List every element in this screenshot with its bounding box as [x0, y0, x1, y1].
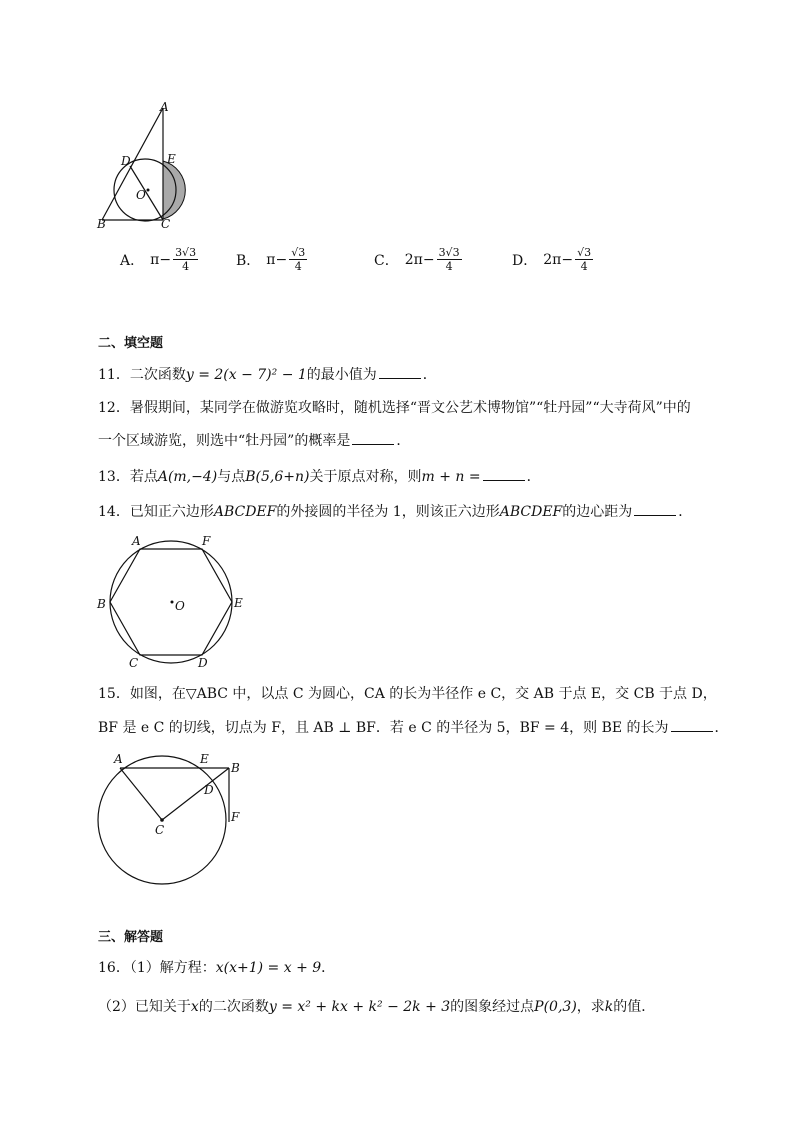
- circ-label-b: B: [231, 761, 240, 775]
- question-12-line2: 一个区域游览，则选中“牡丹园”的概率是 ．: [98, 430, 410, 451]
- circ-label-d: D: [204, 783, 214, 797]
- hex-label-f: F: [202, 534, 211, 548]
- question-15-line1: 15．如图，在▽ABC 中，以点 C 为圆心，CA 的长为半径作 e C，交 AB 于点 E，交 CB 于点 D，: [98, 686, 717, 702]
- question-16-part2: （2）已知关于x的二次函数y = x² + kx + k² − 2k + 3的图象经过点P(0,3)，求k的值．: [98, 999, 656, 1015]
- question-16-part1: 16．（1）解方程：x(x+1) = x + 9．: [98, 960, 336, 976]
- question-15-line2: BF 是 e C 的切线，切点为 F，且 AB ⊥ BF．若 e C 的半径为 5，BF = 4，则 BE 的长为 ．: [98, 717, 729, 738]
- question-11: 11．二次函数y = 2(x − 7)² − 1的最小值为 ．: [98, 364, 437, 385]
- question-13: 13．若点A(m,−4)与点B(5,6+n)关于原点对称，则m + n = ．: [98, 466, 541, 487]
- answer-blank-13[interactable]: [483, 466, 525, 481]
- hex-label-a: A: [132, 534, 141, 548]
- section-fill-in: 二、填空题: [98, 336, 164, 351]
- question-14: 14．已知正六边形ABCDEF的外接圆的半径为 1，则该正六边形ABCDEF的边心距为 ．: [98, 501, 692, 522]
- label-o: O: [136, 188, 146, 202]
- label-d: D: [121, 154, 131, 168]
- option-a[interactable]: A． π− $\frac{3√3}{4}$: [120, 246, 197, 273]
- answer-blank-14[interactable]: [634, 501, 676, 516]
- circ-label-f: F: [231, 810, 240, 824]
- hex-label-d: D: [198, 656, 208, 670]
- triangle-circle-figure: [90, 100, 200, 230]
- circ-label-a: A: [114, 752, 123, 766]
- answer-blank-12[interactable]: [352, 430, 394, 445]
- shaded-region: [163, 161, 185, 219]
- label-e: E: [167, 152, 176, 166]
- section-solve: 三、解答题: [98, 930, 164, 945]
- label-b: B: [97, 217, 106, 230]
- circ-label-c: C: [155, 823, 165, 837]
- label-c: C: [161, 217, 171, 230]
- question-12-line1: 12．暑假期间，某同学在做游览攻略时，随机选择“晋文公艺术博物馆”“牡丹园”“大寺荷风”中的: [98, 400, 691, 416]
- option-d[interactable]: D． 2π− $\frac{√3}{4}$: [512, 246, 592, 273]
- hex-label-e: E: [234, 596, 243, 610]
- hexagon-figure: [92, 530, 252, 675]
- answer-blank-11[interactable]: [379, 364, 421, 379]
- circle-tangent-figure: [92, 748, 252, 893]
- label-a: A: [160, 100, 169, 114]
- option-c[interactable]: C． 2π− $\frac{3√3}{4}$: [374, 246, 460, 273]
- hex-label-b: B: [97, 597, 106, 611]
- hex-label-c: C: [129, 656, 139, 670]
- answer-blank-15[interactable]: [671, 717, 713, 732]
- option-b[interactable]: B． π− $\frac{√3}{4}$: [236, 246, 306, 273]
- circ-label-e: E: [200, 752, 209, 766]
- hex-label-o: O: [175, 599, 185, 613]
